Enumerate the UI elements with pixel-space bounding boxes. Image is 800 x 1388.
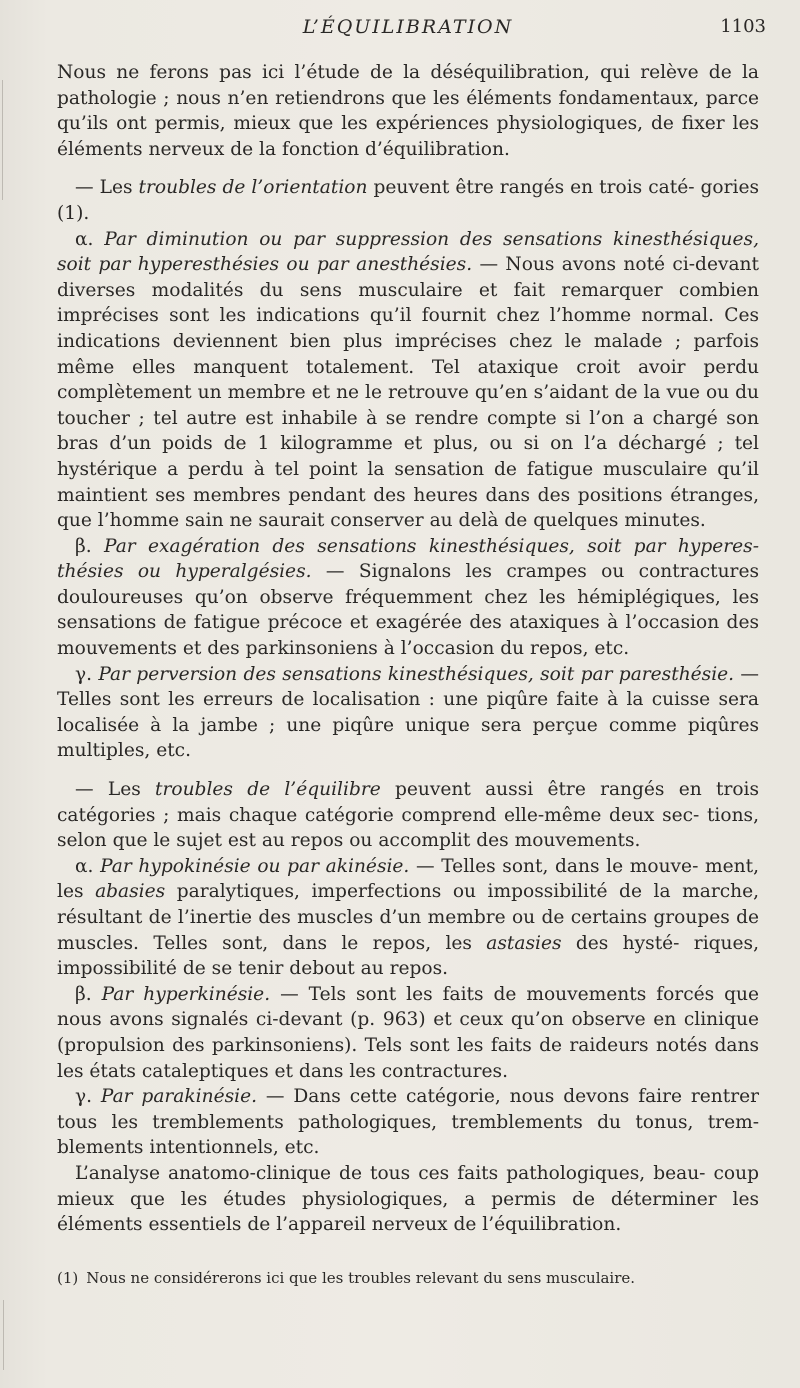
footnote-text: Nous ne considérerons ici que les troubles relevant du sens musculaire. bbox=[86, 1269, 636, 1287]
page-number: 1103 bbox=[720, 16, 766, 37]
footnote bbox=[57, 1268, 759, 1288]
paragraph-conclusion bbox=[57, 1161, 759, 1238]
footnote-marker: (1) bbox=[57, 1269, 79, 1287]
item-heading: Par hyperkinésie. bbox=[101, 983, 271, 1005]
paragraph-text: — Tels sont les faits de mouvements forcés que nous avons signalés ci-devant (p. 963) et ceux qu’on observe en clinique (propulsion des parkinsoniens). Tels sont les faits de raideurs notés dans les états cataleptiques et dans les contractures. bbox=[57, 983, 759, 1082]
paragraph-text: paralytiques, imperfections ou impossibilité de la marche, résultant de l’inertie des muscles d’un membre ou de certains groupes de muscles. Telles sont, dans le repos, les bbox=[57, 881, 760, 954]
term-abasies: abasies bbox=[95, 881, 166, 903]
running-head bbox=[0, 16, 800, 46]
section-term: troubles de l’équilibre bbox=[155, 779, 381, 801]
list-marker: β. bbox=[75, 983, 102, 1005]
paragraph-lead: — Les bbox=[75, 177, 139, 199]
item-heading: Par diminution ou par suppression des sensations kinesthésiques, soit par hyperesthésies ou par anesthésies. bbox=[57, 228, 759, 276]
body-text bbox=[57, 60, 759, 1238]
paragraph-text: L’analyse anatomo-clinique de tous ces faits pathologiques, beau- coup mieux que les études physiologiques, a permis de déterminer les éléments essentiels de l’appareil nerveux de l’équilibration. bbox=[57, 1162, 759, 1236]
paragraph-orientation-gamma bbox=[57, 662, 759, 764]
list-marker: α. bbox=[75, 855, 101, 877]
paragraph-text: peuvent aussi être rangés en trois catégories ; mais chaque catégorie comprend elle-même deux sec- tions, selon que le sujet est au repos ou accomplit des mouvements. bbox=[57, 779, 760, 852]
paragraph-text: des hysté- riques, impossibilité de se tenir debout au repos. bbox=[57, 932, 759, 980]
paragraph-equilibrium-alpha bbox=[57, 854, 759, 982]
item-heading: Par hypokinésie ou par akinésie. bbox=[100, 855, 410, 877]
running-title: L’ÉQUILIBRATION bbox=[302, 16, 514, 38]
paragraph-orientation-heading bbox=[57, 175, 759, 226]
paragraph-text: peuvent être rangés en trois caté- gories (1). bbox=[57, 177, 760, 224]
list-marker: γ. bbox=[75, 1086, 101, 1108]
list-marker: α. bbox=[75, 228, 105, 250]
paragraph-intro bbox=[57, 60, 759, 162]
paragraph-text: — Signalons les crampes ou contractures douloureuses qu’on observe fréquemment chez les hémiplégiques, les sensations de fatigue précoce et exagérée des ataxiques à l’occasion des mouvements et des parkinsoniens à l’occasion du repos, etc. bbox=[57, 561, 759, 660]
item-heading: Par exagération des sensations kinesthésiques, soit par hyperes- thésies ou hyperalgésies. bbox=[57, 535, 759, 583]
list-marker: γ. bbox=[75, 663, 99, 685]
paragraph-text: — Telles sont, dans le mouve- ment, les bbox=[57, 855, 759, 903]
paragraph-equilibrium-gamma bbox=[57, 1084, 759, 1161]
item-heading: Par parakinésie. bbox=[100, 1086, 257, 1108]
paragraph-text: — Nous avons noté ci-devant diverses modalités du sens musculaire et fait remarquer combien imprécises sont les indications qu’il fournit chez l’homme normal. Ces indications deviennent bien plus imprécises chez le malade ; parfois même elles manquent totalement. Tel ataxique croit avoir perdu complètement un membre et ne le retrouve qu’en s’aidant de la vue ou du toucher ; tel autre est inhabile à se rendre compte si l’on a chargé son bras d’un poids de 1 kilogramme et plus, ou si on l’a déchargé ; tel hystérique a perdu à tel point la sensation de fatigue musculaire qu’il maintient ses membres pendant des heures dans des positions étranges, que l’homme sain ne saurait conserver au delà de quelques minutes. bbox=[57, 254, 759, 532]
section-term: troubles de l’orientation bbox=[138, 177, 368, 199]
list-marker: β. bbox=[75, 535, 105, 557]
paragraph-equilibrium-beta bbox=[57, 982, 759, 1084]
margin-spot bbox=[3, 1300, 4, 1370]
paragraph-lead: — Les bbox=[75, 779, 156, 801]
paragraph-orientation-alpha bbox=[57, 227, 759, 534]
paragraph-orientation-beta bbox=[57, 534, 759, 662]
term-astasies: astasies bbox=[486, 932, 562, 954]
paragraph-text: — Telles sont les erreurs de localisation : une piqûre faite à la cuisse sera localisée à la jambe ; une piqûre unique sera perçue comme piqûres multiples, etc. bbox=[57, 663, 759, 762]
paragraph-text: Nous ne ferons pas ici l’étude de la déséquilibration, qui relève de la pathologie ; nous n’en retiendrons que les éléments fondamentaux, parce qu’ils ont permis, mieux que les expériences physiologiques, de fixer les éléments nerveux de la fonction d’équilibration. bbox=[57, 62, 759, 160]
item-heading: Par perversion des sensations kinesthésiques, soit par paresthésie. bbox=[98, 663, 735, 685]
paragraph-text: — Dans cette catégorie, nous devons faire rentrer tous les tremblements pathologiques, tremblements du tonus, trem- blements intentionnels, etc. bbox=[57, 1086, 760, 1159]
paragraph-equilibrium-heading bbox=[57, 777, 759, 854]
margin-spot bbox=[2, 80, 3, 200]
